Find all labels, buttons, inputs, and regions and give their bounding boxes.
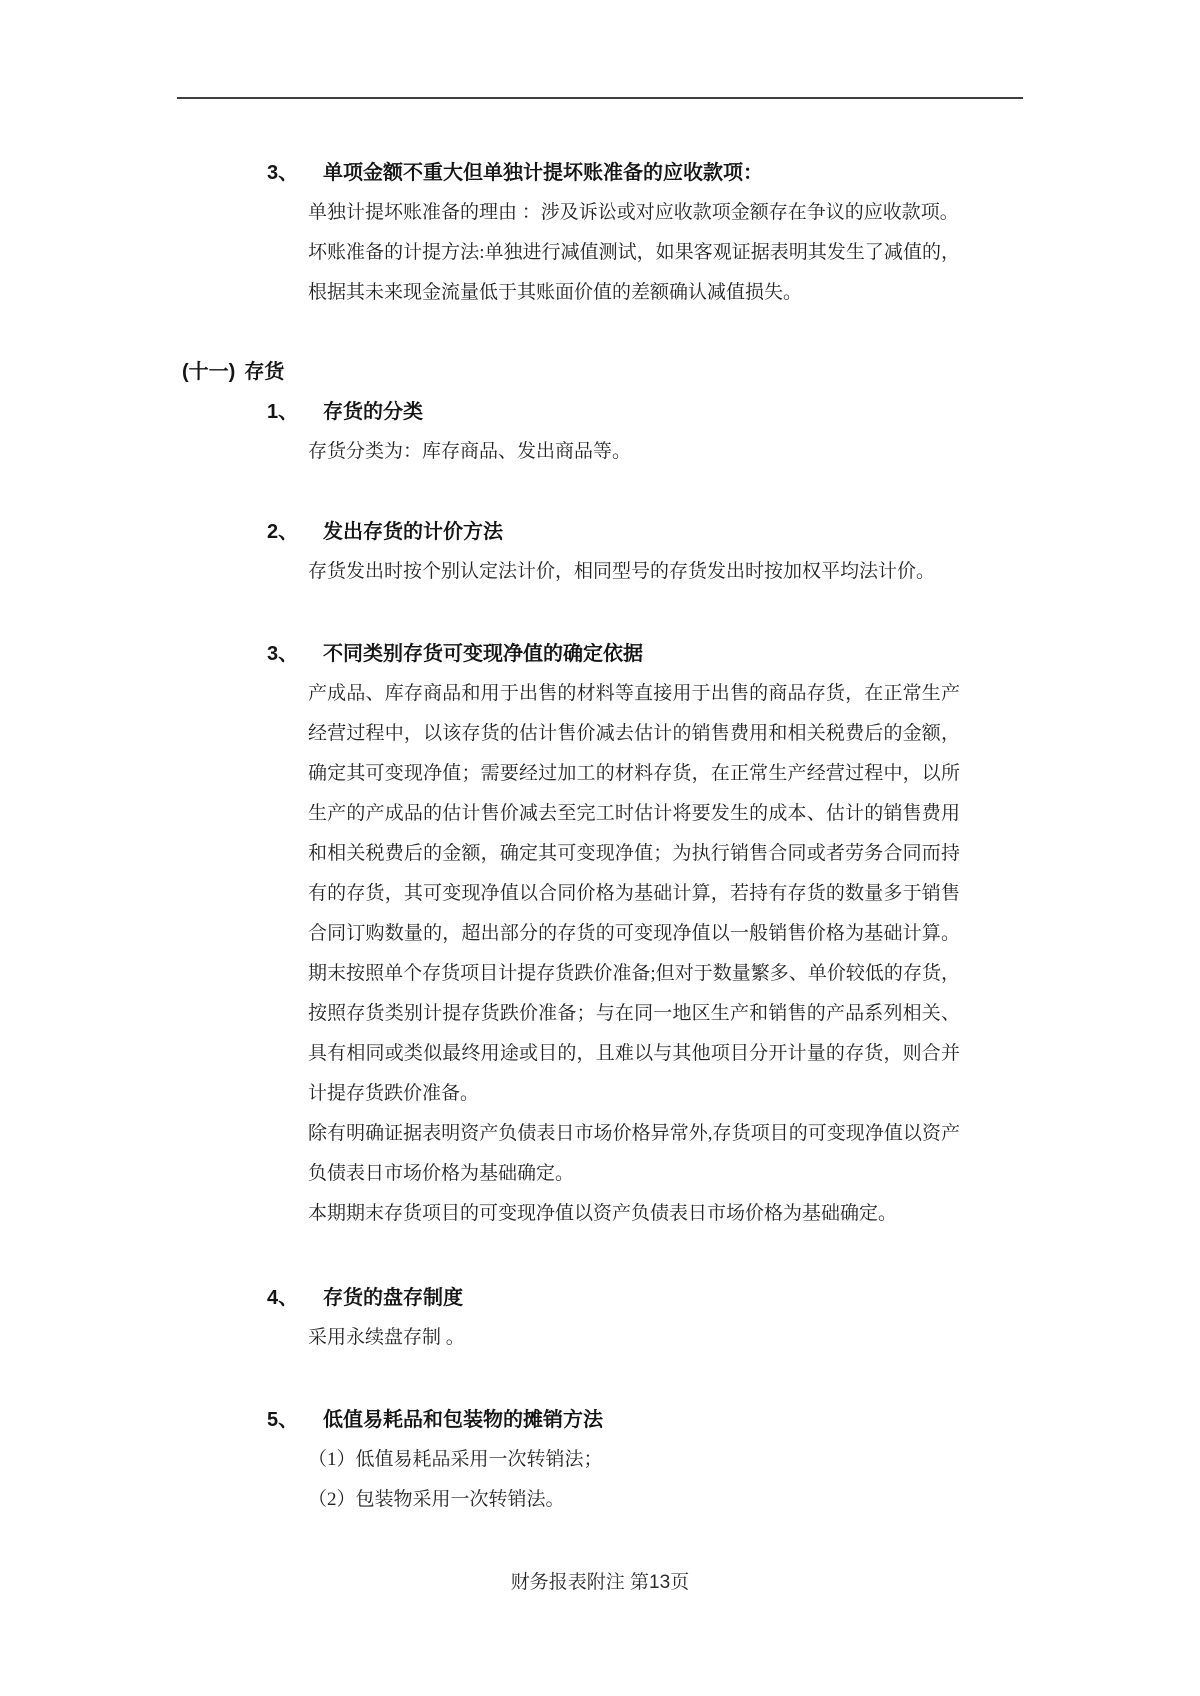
inventory-item-1-body xyxy=(308,432,960,472)
inventory-item-5-body xyxy=(308,1440,960,1520)
item-number: 3、 xyxy=(267,162,299,184)
inventory-item-2-body xyxy=(308,552,960,592)
page-footer: 财务报表附注 第13页 xyxy=(510,1572,690,1593)
inventory-item-3 xyxy=(0,634,1200,1234)
item-title: 不同类别存货可变现净值的确定依据 xyxy=(323,643,643,665)
item-paragraph: 存货发出时按个别认定法计价，相同型号的存货发出时按加权平均法计价。 xyxy=(308,561,936,582)
item-paragraph: 除有明确证据表明资产负债表日市场价格异常外,存货项目的可变现净值以资产负债表日市场价格为基础确定。 xyxy=(308,1123,960,1184)
inventory-item-2 xyxy=(0,512,1200,592)
inventory-item-5-heading xyxy=(0,1400,1200,1440)
inventory-item-1 xyxy=(0,392,1200,472)
item-title: 单项金额不重大但单独计提坏账准备的应收款项： xyxy=(323,162,763,184)
inventory-item-4 xyxy=(0,1278,1200,1358)
item-paragraph: （2）包装物采用一次转销法。 xyxy=(308,1489,565,1510)
inventory-item-4-heading xyxy=(0,1278,1200,1318)
inventory-item-1-heading xyxy=(0,392,1200,432)
inventory-item-4-body xyxy=(308,1318,960,1358)
item-paragraph: 产成品、库存商品和用于出售的材料等直接用于出售的商品存货，在正常生产经营过程中，以该存货的估计售价减去估计的销售费用和相关税费后的金额，确定其可变现净值；需要经过加工的材料存货，在正常生产经营过程中，以所生产的产成品的估计售价减去至完工时估计将要发生的成本、估计的销售费用和相关税费后的金额，确定其可变现净值；为执行销售合同或者劳务合同而持有的存货，其可变现净值以合同价格为基础计算，若持有存货的数量多于销售合同订购数量的，超出部分的存货的可变现净值以一般销售价格为基础计算。期末按照单个存货项目计提存货跌价准备;但对于数量繁多、单价较低的存货，按照存货类别计提存货跌价准备；与在同一地区生产和销售的产品系列相关、具有相同或类似最终用途或目的，且难以与其他项目分开计量的存货，则合并计提存货跌价准备。 xyxy=(308,683,960,1104)
section-title: 存货 xyxy=(244,361,285,383)
bad-debt-item-body xyxy=(308,193,960,313)
item-number: 5、 xyxy=(267,1409,299,1431)
item-title: 存货的盘存制度 xyxy=(323,1287,463,1309)
inventory-item-5 xyxy=(0,1400,1200,1520)
item-title: 存货的分类 xyxy=(323,401,423,423)
item-paragraph: 存货分类为：库存商品、发出商品等。 xyxy=(308,441,632,462)
inventory-item-2-heading xyxy=(0,512,1200,552)
item-number: 1、 xyxy=(267,401,299,423)
item-number: 3、 xyxy=(267,643,299,665)
item-paragraph: 采用永续盘存制 。 xyxy=(308,1327,465,1348)
inventory-item-3-body xyxy=(308,674,960,1234)
item-title: 发出存货的计价方法 xyxy=(323,521,503,543)
item-number: 4、 xyxy=(267,1287,299,1309)
bad-debt-item-heading xyxy=(0,153,1200,193)
item-paragraph: 本期期末存货项目的可变现净值以资产负债表日市场价格为基础确定。 xyxy=(308,1203,898,1224)
item-paragraph: 坏账准备的计提方法:单独进行减值测试，如果客观证据表明其发生了减值的，根据其未来现金流量低于其账面价值的差额确认减值损失。 xyxy=(308,242,960,303)
item-title: 低值易耗品和包装物的摊销方法 xyxy=(323,1409,603,1431)
section-heading-inventory xyxy=(0,352,1200,392)
section-label: (十一) xyxy=(182,361,236,383)
item-paragraph: 单独计提坏账准备的理由 ：涉及诉讼或对应收款项金额存在争议的应收款项。 xyxy=(308,202,959,223)
item-paragraph: （1）低值易耗品采用一次转销法； xyxy=(308,1449,603,1470)
bad-debt-item xyxy=(0,153,1200,313)
item-number: 2、 xyxy=(267,521,299,543)
inventory-item-3-heading xyxy=(0,634,1200,674)
